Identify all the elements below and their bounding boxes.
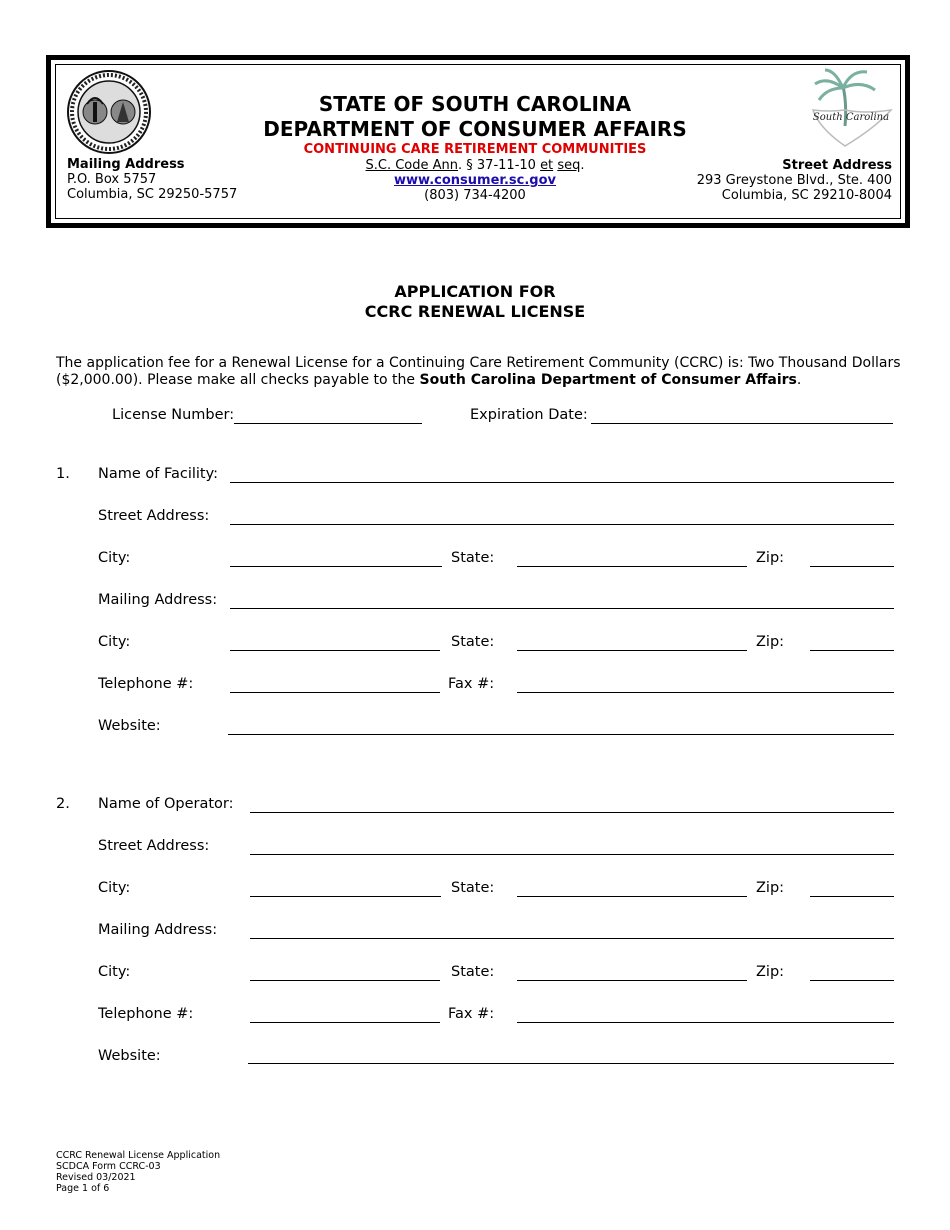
facility-mailing-city-label: City:: [98, 634, 131, 650]
mailing-address-label: Mailing Address: [67, 157, 185, 172]
south-carolina-logo-icon: [805, 66, 897, 154]
operator-phone-field[interactable]: [250, 1022, 440, 1023]
facility-phone-label: Telephone #:: [98, 676, 194, 692]
operator-fax-field[interactable]: [517, 1022, 894, 1023]
operator-zip-label: Zip:: [756, 880, 785, 896]
street-address-line1: 293 Greystone Blvd., Ste. 400: [696, 173, 892, 188]
department-title: DEPARTMENT OF CONSUMER AFFAIRS: [263, 117, 687, 141]
license-number-field[interactable]: [234, 423, 422, 424]
street-address-label: Street Address: [782, 158, 892, 173]
mailing-address-line1: P.O. Box 5757: [67, 172, 157, 187]
facility-state-label: State:: [451, 550, 495, 566]
facility-street-field[interactable]: [230, 524, 894, 525]
operator-mailing-zip-field[interactable]: [810, 980, 894, 981]
operator-fax-label: Fax #:: [448, 1006, 495, 1022]
facility-mailing-field[interactable]: [230, 608, 894, 609]
code-citation: S.C. Code Ann. § 37-11-10 et seq.: [365, 158, 585, 173]
facility-mailing-zip-label: Zip:: [756, 634, 785, 650]
operator-mailing-state-field[interactable]: [517, 980, 747, 981]
expiration-date-field[interactable]: [591, 423, 893, 424]
operator-mailing-field[interactable]: [250, 938, 894, 939]
facility-mailing-zip-field[interactable]: [810, 650, 894, 651]
operator-name-field[interactable]: [250, 812, 894, 813]
agency-header: [200, 92, 750, 203]
operator-mailing-city-field[interactable]: [250, 980, 440, 981]
facility-city-field[interactable]: [230, 566, 442, 567]
facility-name-label: Name of Facility:: [98, 466, 219, 482]
facility-mailing-city-field[interactable]: [230, 650, 440, 651]
facility-website-field[interactable]: [228, 734, 894, 735]
facility-mailing-state-field[interactable]: [517, 650, 747, 651]
facility-zip-label: Zip:: [756, 550, 785, 566]
operator-street-field[interactable]: [250, 854, 894, 855]
operator-state-label: State:: [451, 880, 495, 896]
facility-fax-label: Fax #:: [448, 676, 495, 692]
website-link[interactable]: www.consumer.sc.gov: [394, 173, 556, 188]
operator-state-field[interactable]: [517, 896, 747, 897]
facility-fax-field[interactable]: [517, 692, 894, 693]
facility-website-label: Website:: [98, 718, 161, 734]
svg-text:South Carolina: South Carolina: [812, 112, 890, 123]
license-number-label: License Number:: [112, 407, 235, 423]
state-title: STATE OF SOUTH CAROLINA: [318, 92, 632, 116]
operator-mailing-zip-label: Zip:: [756, 964, 785, 980]
operator-mailing-label: Mailing Address:: [98, 922, 218, 938]
facility-mailing-label: Mailing Address:: [98, 592, 218, 608]
state-seal-icon: [67, 70, 151, 154]
operator-mailing-city-label: City:: [98, 964, 131, 980]
operator-name-label: Name of Operator:: [98, 796, 234, 812]
facility-name-field[interactable]: [230, 482, 894, 483]
facility-zip-field[interactable]: [810, 566, 894, 567]
operator-website-label: Website:: [98, 1048, 161, 1064]
operator-street-label: Street Address:: [98, 838, 210, 854]
facility-state-field[interactable]: [517, 566, 747, 567]
operator-city-label: City:: [98, 880, 131, 896]
section-2-number: 2.: [56, 796, 70, 812]
operator-website-field[interactable]: [248, 1063, 894, 1064]
section-1-number: 1.: [56, 466, 70, 482]
operator-city-field[interactable]: [250, 896, 441, 897]
program-title: CONTINUING CARE RETIREMENT COMMUNITIES: [303, 142, 647, 157]
form-title: APPLICATION FOR CCRC RENEWAL LICENSE: [364, 282, 586, 321]
operator-zip-field[interactable]: [810, 896, 894, 897]
expiration-date-label: Expiration Date:: [470, 407, 588, 423]
fee-instructions: The application fee for a Renewal License for a Continuing Care Retirement Community (CCRC) is: Two Thousand Dollars ($2,000.00). Please make all checks payable to the South Carolina Department of Consumer Affairs.: [56, 355, 901, 388]
street-address-line2: Columbia, SC 29210-8004: [721, 188, 892, 203]
operator-mailing-state-label: State:: [451, 964, 495, 980]
facility-city-label: City:: [98, 550, 131, 566]
agency-phone: (803) 734-4200: [424, 188, 526, 203]
form-footer: CCRC Renewal License Application SCDCA Form CCRC-03 Revised 03/2021 Page 1 of 6: [56, 1150, 221, 1194]
facility-street-label: Street Address:: [98, 508, 210, 524]
operator-phone-label: Telephone #:: [98, 1006, 194, 1022]
facility-phone-field[interactable]: [230, 692, 440, 693]
mailing-address-line2: Columbia, SC 29250-5757: [67, 187, 238, 202]
facility-mailing-state-label: State:: [451, 634, 495, 650]
